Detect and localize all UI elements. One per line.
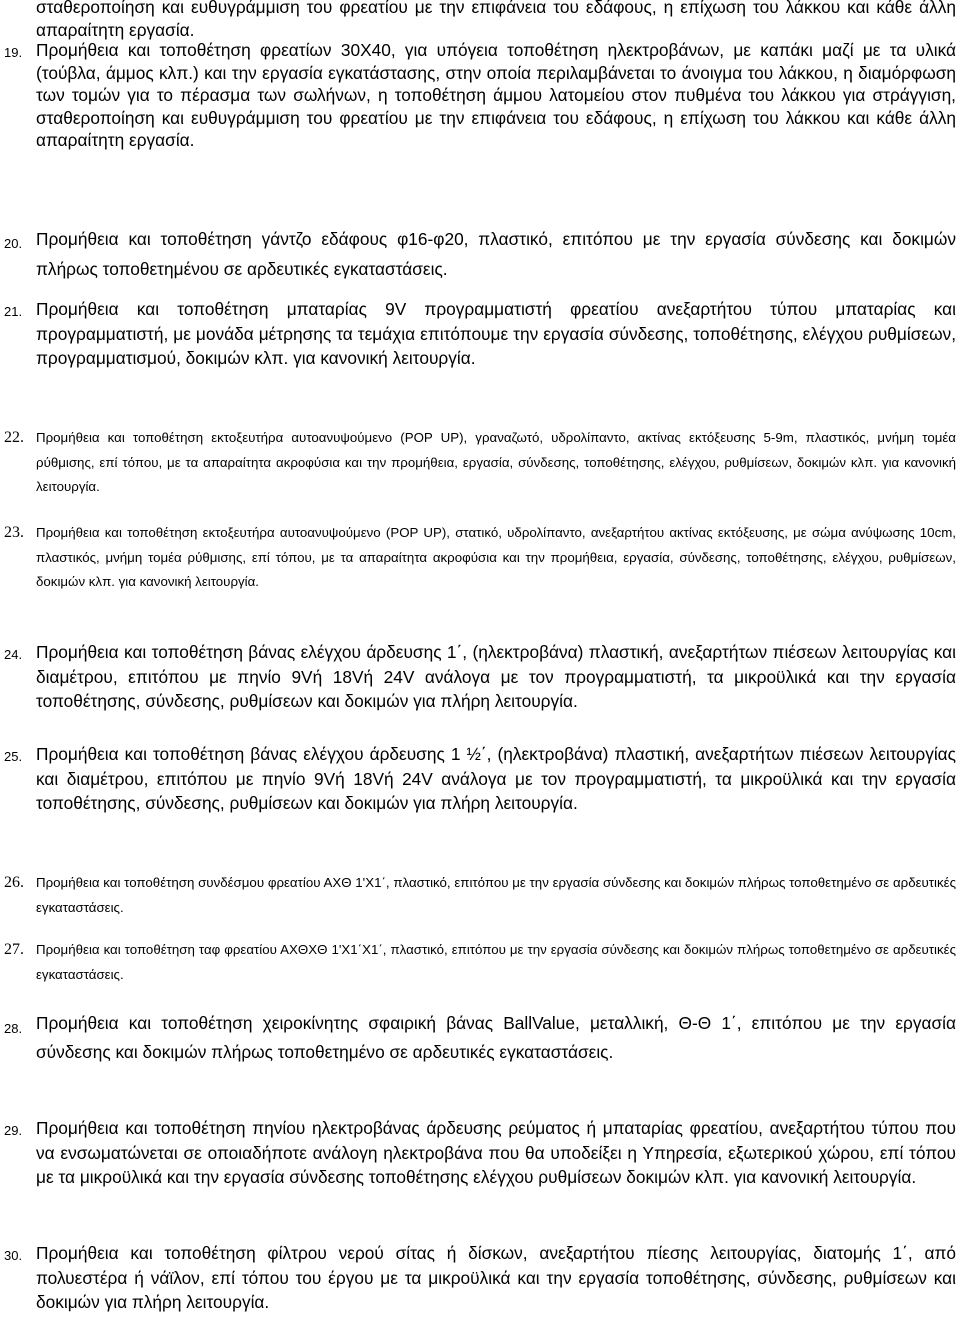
list-item-21 (4, 297, 956, 371)
list-item-29 (4, 1116, 956, 1190)
item-text: Προμήθεια και τοποθέτηση βάνας ελέγχου άρδευσης 1΄, (ηλεκτροβάνα) πλαστική, ανεξαρτήτων πιέσεων λειτουργίας και διαμέτρου, επιτόπου με πηνίο 9Vή 18Vή 24V ανάλογα με τον προγραμματιστή, τα μικροϋλικά και την εργασία τοποθέτησης, σύνδεσης, ρυθμίσεων και δοκιμών για πλήρη λειτουργία. (36, 642, 956, 711)
item-text: Προμήθεια και τοποθέτηση ταφ φρεατίου ΑΧΘΧΘ 1'Χ1΄Χ1΄, πλαστικό, επιτόπου με την εργασία σύνδεσης και δοκιμών πλήρως τοποθετημένο σε αρδευτικές εγκαταστάσεις. (36, 942, 956, 982)
item-text: Προμήθεια και τοποθέτηση πηνίου ηλεκτροβάνας άρδευσης ρεύματος ή μπαταρίας φρεατίου, ανεξαρτήτου τύπου που να ενσωματώνεται σε οποιαδήποτε ανάλογη ηλεκτροβάνα που θα υποδείξει η Υπηρεσία, εξωτερικού χώρου, επί τόπου με τα μικροϋλικά και την εργασία σύνδεσης τοποθέτησης ελέγχου ρυθμίσεων δοκιμών κλπ. για κανονική λειτουργία. (36, 1118, 956, 1187)
list-item-24 (4, 640, 956, 714)
item-text: Προμήθεια και τοποθέτηση φίλτρου νερού σίτας ή δίσκων, ανεξαρτήτου πίεσης λειτουργίας, διατομής 1΄, από πολυεστέρα ή νάϊλον, επί τόπου του έργου με τα μικροϋλικά και την εργασία τοποθέτησης, σύνδεσης, ρυθμίσεων και δοκιμών για πλήρη λειτουργία. (36, 1243, 956, 1312)
item-number: 22. (4, 429, 24, 446)
item-number: 19. (4, 45, 23, 60)
item-text: Προμήθεια και τοποθέτηση συνδέσμου φρεατίου ΑΧΘ 1'Χ1΄, πλαστικό, επιτόπου με την εργασία σύνδεσης και δοκιμών πλήρως τοποθετημένο σε αρδευτικές εγκαταστάσεις. (36, 875, 956, 915)
item-text: Προμήθεια και τοποθέτηση μπαταρίας 9V προγραμματιστή φρεατίου ανεξαρτήτου τύπου μπαταρίας και προγραμματιστή, με μονάδα μέτρησης τα τεμάχια επιτόπουμε την εργασία σύνδεσης, τοποθέτησης, ελέγχου ρυθμίσεων, προγραμματισμού, δοκιμών κλπ. για κανονική λειτουργία. (36, 299, 956, 368)
item-text: Προμήθεια και τοποθέτηση εκτοξευτήρα αυτοανυψούμενο (POP UP), στατικό, υδρολίπαντο, ανεξαρτήτου ακτίνας εκτόξευσης, με σώμα ανύψωσης 10cm, πλαστικός, μνήμη τομέα ρύθμισης, επί τόπου, με τα απαραίτητα ακροφύσια και την προμήθεια, εργασία, σύνδεσης, τοποθέτησης, ελέγχου, ρυθμίσεων, δοκιμών κλπ. για κανονική λειτουργία. (36, 525, 956, 589)
item-text: Προμήθεια και τοποθέτηση φρεατίων 30Χ40, για υπόγεια τοποθέτηση ηλεκτροβάνων, με καπάκι μαζί με τα υλικά (τούβλα, άμμος κλπ.) και την εργασία εγκατάστασης, στην οποία περιλαμβάνεται το άνοιγμα του λάκκου, η διαμόρφωση των τομών για το πέρασμα των σωλήνων, η τοποθέτηση άμμου λατομείου στον πυθμένα του λάκκου για στράγγιση, σταθεροποίηση και ευθυγράμμιση του φρεατίου με την επιφάνεια του εδάφους, η επίχωση του λάκκου και κάθε άλλη απαραίτητη εργασία. (36, 40, 956, 150)
item-number: 25. (4, 749, 23, 764)
list-item-19 (4, 39, 956, 152)
list-item-25 (4, 742, 956, 816)
list-item-23 (4, 521, 956, 595)
continuation-paragraph: σταθεροποίηση και ευθυγράμμιση του φρεατίου με την επιφάνεια του εδάφους, η επίχωση του λάκκου και κάθε άλλη απαραίτητη εργασία. (36, 0, 956, 40)
item-number: 24. (4, 647, 23, 662)
list-item-30 (4, 1241, 956, 1315)
item-number: 28. (4, 1021, 23, 1036)
item-text: Προμήθεια και τοποθέτηση βάνας ελέγχου άρδευσης 1 ½΄, (ηλεκτροβάνα) πλαστική, ανεξαρτήτων πιέσεων λειτουργίας και διαμέτρου, επιτόπου με πηνίο 9Vή 18Vή 24V ανάλογα με τον προγραμματιστή, τα μικροϋλικά και την εργασία τοποθέτησης, σύνδεσης, ρυθμίσεων και δοκιμών για πλήρη λειτουργία. (36, 744, 956, 813)
item-number: 23. (4, 524, 24, 541)
item-number: 27. (4, 941, 24, 958)
item-text: Προμήθεια και τοποθέτηση γάντζο εδάφους φ16-φ20, πλαστικό, επιτόπου με την εργασία σύνδεσης και δοκιμών πλήρως τοποθετημένου σε αρδευτικές εγκαταστάσεις. (36, 229, 956, 279)
list-item-20 (4, 224, 956, 284)
list-item-27 (4, 938, 956, 987)
item-number: 30. (4, 1248, 23, 1263)
item-number: 21. (4, 304, 23, 319)
list-item-26 (4, 871, 956, 920)
list-item-22 (4, 426, 956, 500)
item-text: Προμήθεια και τοποθέτηση χειροκίνητης σφαιρική βάνας BallValue, μεταλλική, Θ-Θ 1΄, επιτόπου με την εργασία σύνδεσης και δοκιμών πλήρως τοποθετημένο σε αρδευτικές εγκαταστάσεις. (36, 1013, 956, 1062)
item-text: Προμήθεια και τοποθέτηση εκτοξευτήρα αυτοανυψούμενο (POP UP), γραναζωτό, υδρολίπαντο, ακτίνας εκτόξευσης 5-9m, πλαστικός, μνήμη τομέα ρύθμισης, επί τόπου, με τα απαραίτητα ακροφύσια και την προμήθεια, εργασία, σύνδεσης, τοποθέτησης, ελέγχου, ρυθμίσεων, δοκιμών κλπ. για κανονική λειτουργία. (36, 430, 956, 494)
item-number: 20. (4, 236, 23, 251)
list-item-28 (4, 1009, 956, 1067)
item-number: 26. (4, 874, 24, 891)
item-number: 29. (4, 1123, 23, 1138)
